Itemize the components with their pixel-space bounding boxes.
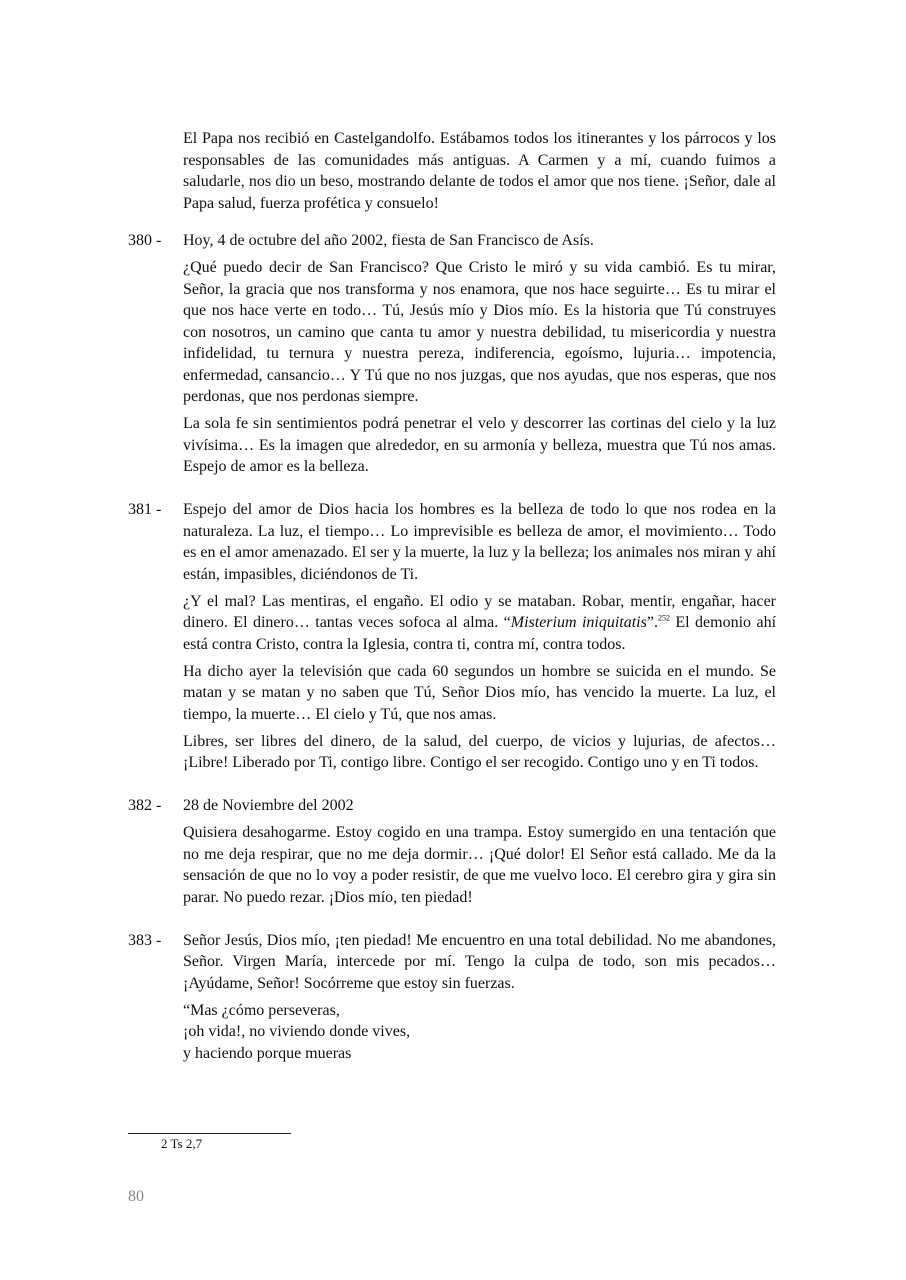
entry-paragraph: Señor Jesús, Dios mío, ¡ten piedad! Me encuentro en una total debilidad. No me abandones, Señor. Virgen María, intercede por mí. Tengo la culpa de todo, son mis pecados… ¡Ayúdame, Señor! Socórreme que estoy sin fuerzas. — [183, 931, 776, 992]
footnote-divider — [128, 1133, 291, 1134]
text-run: ¿Y el mal? Las mentiras, el engaño. El odio y se mataban. Robar, mentir, engañar, hacer dinero. El dinero… tantas veces sofoca al alma. “ — [183, 592, 776, 631]
text-run: ”. — [646, 614, 658, 631]
footnote-reference[interactable]: 252 — [657, 613, 670, 623]
entry-number: 381 - — [128, 501, 162, 518]
page-number: 80 — [128, 1188, 144, 1205]
entry-paragraph: Libres, ser libres del dinero, de la salud, del cuerpo, de vicios y lujurias, de afectos… ¡Libre! Liberado por Ti, contigo libre. Contigo el ser recogido. Contigo uno y en Ti todos. — [183, 732, 776, 771]
entry-paragraph: Quisiera desahogarme. Estoy cogido en una trampa. Estoy sumergido en una tentación que no me deja respirar, que no me deja dormir… ¡Qué dolor! El Señor está callado. Me da la sensación de que no lo voy a poder resistir, de que me vuelvo loco. El cerebro gira y gira sin parar. No puedo rezar. ¡Dios mío, ten piedad! — [183, 824, 776, 906]
poem-line: y haciendo porque mueras — [183, 1044, 352, 1062]
entry-paragraph: La sola fe sin sentimientos podrá penetrar el velo y descorrer las cortinas del cielo y la luz vivísima… Es la imagen que alrededor, en su armonía y belleza, muestra que Tú nos amas. Espejo de amor es la belleza. — [183, 415, 776, 475]
poem-line: “Mas ¿cómo perseveras, — [183, 1001, 340, 1019]
entry-paragraph — [183, 591, 776, 656]
entry-paragraph: Ha dicho ayer la televisión que cada 60 segundos un hombre se suicida en el mundo. Se matan y se matan y no saben que Tú, Señor Dios mío, has vencido la muerte. La luz, el tiempo, la muerte… El cielo y Tú, que nos amas. — [183, 662, 776, 723]
text-run: El demonio ahí está contra Cristo, contra la Iglesia, contra ti, contra mí, contra todos. — [183, 614, 777, 653]
entry-paragraph: 28 de Noviembre del 2002 — [183, 797, 354, 814]
footnote: 2 Ts 2,7 — [161, 1136, 203, 1151]
entry-383 — [128, 930, 776, 1065]
entry-number: 380 - — [128, 232, 162, 249]
entry-381 — [128, 499, 776, 779]
intro-paragraph: El Papa nos recibió en Castelgandolfo. Estábamos todos los itinerantes y los párrocos y los responsables de las comunidades más antiguas. A Carmen y a mí, cuando fuimos a saludarle, nos dio un beso, mostrando delante de todos el amor que nos tiene. ¡Señor, dale al Papa salud, fuerza profética y consuelo! — [183, 130, 776, 212]
body-text — [128, 128, 776, 1080]
entry-382 — [128, 795, 776, 914]
poem-line: ¡oh vida!, no viviendo donde vives, — [183, 1023, 411, 1040]
entry-paragraph: ¿Qué puedo decir de San Francisco? Que Cristo le miró y su vida cambió. Es tu mirar, Señor, la gracia que nos transforma y nos enamora, que nos hace seguirte… Es tu mirar el que nos hace verte en todo… Tú, Jesús mío y Dios mío. Es la historia que Tú construyes con nosotros, un camino que canta tu amor y nuestra debilidad, tu misericordia y nuestra infidelidad, tu ternura y nuestra pereza, indiferencia, egoísmo, lujuria… impotencia, enfermedad, cansancio… Y Tú que no nos juzgas, que nos ayudas, que nos esperas, que nos perdonas, que nos perdonas siempre. — [183, 259, 776, 405]
intro-block — [183, 128, 776, 214]
entry-paragraph: Espejo del amor de Dios hacia los hombres es la belleza de todo lo que nos rodea en la naturaleza. La luz, el tiempo… Lo imprevisible es belleza de amor, el movimiento… Todo es en el amor amenazado. El ser y la muerte, la luz y la belleza; los animales nos miran y ahí están, impasibles, diciéndonos de Ti. — [183, 501, 776, 583]
entry-number: 383 - — [128, 931, 162, 949]
poem-quote — [183, 1000, 776, 1065]
entry-number: 382 - — [128, 797, 162, 814]
entry-paragraph: Hoy, 4 de octubre del año 2002, fiesta de San Francisco de Asís. — [183, 232, 594, 249]
latin-phrase: Misterium iniquitatis — [510, 614, 647, 631]
entry-380 — [128, 230, 776, 483]
